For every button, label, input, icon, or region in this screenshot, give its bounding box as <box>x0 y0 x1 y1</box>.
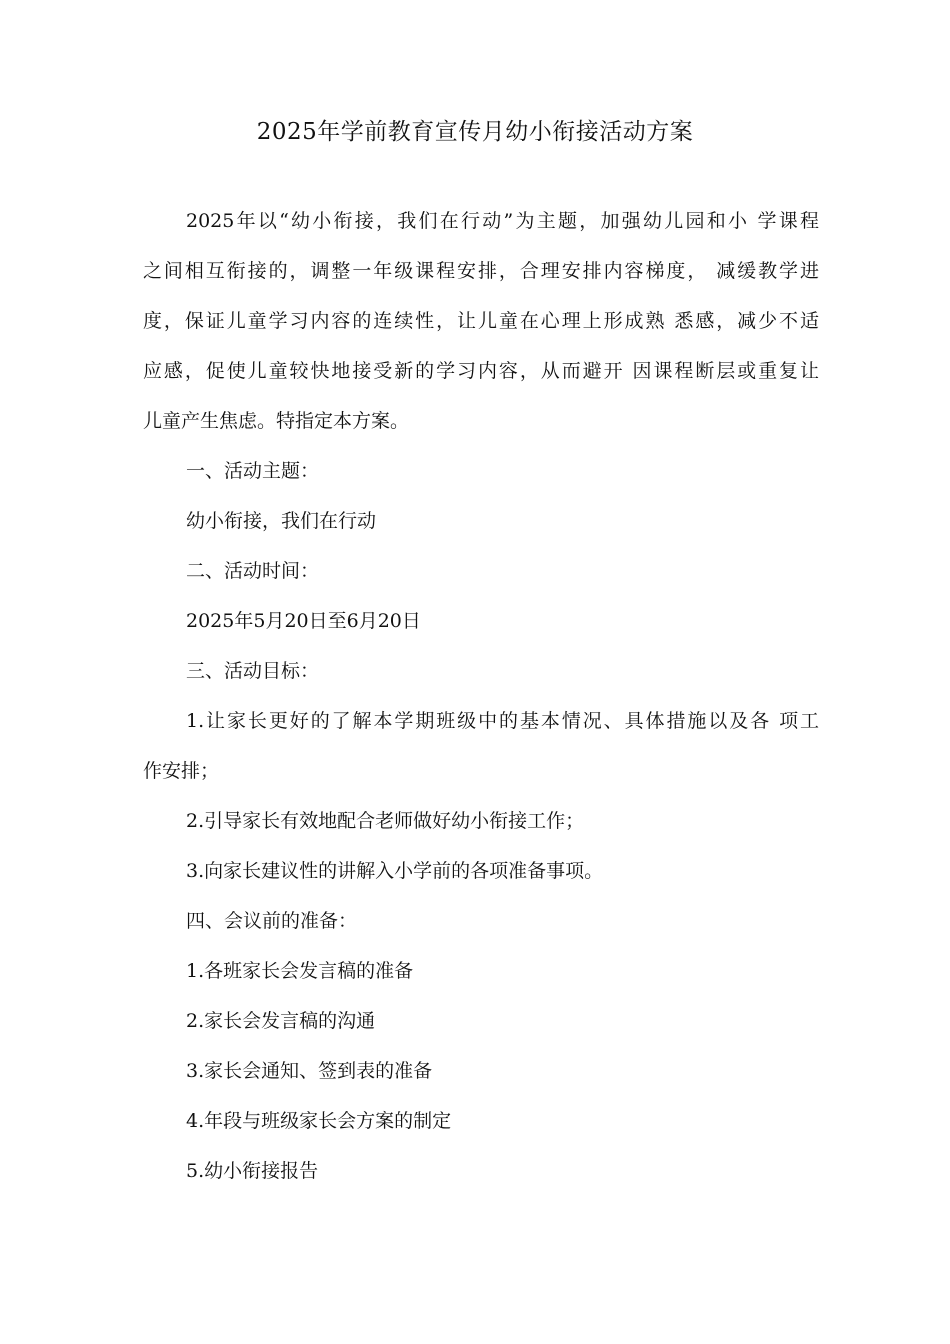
intro-paragraph <box>143 196 819 446</box>
section-heading-time: 二、活动时间： <box>186 560 320 582</box>
prep-item: 5.幼小衔接报告 <box>186 1160 319 1182</box>
section-heading-theme: 一、活动主题： <box>186 460 320 482</box>
intro-line: 儿童产生焦虑。特指定本方案。 <box>143 410 410 432</box>
section-heading-preparation: 四、会议前的准备： <box>186 910 358 932</box>
prep-item: 1.各班家长会发言稿的准备 <box>186 960 414 982</box>
section-body-theme: 幼小衔接，我们在行动 <box>186 510 377 532</box>
intro-line: 度，保证儿童学习内容的连续性，让儿童在心理上形成熟 悉感，减少不适 <box>143 310 819 332</box>
goal-item: 1.让家长更好的了解本学期班级中的基本情况、具体措施以及各 项工 <box>186 710 819 732</box>
section-list <box>143 446 819 1196</box>
goal-item: 2.引导家长有效地配合老师做好幼小衔接工作； <box>186 810 585 832</box>
prep-item: 2.家长会发言稿的沟通 <box>186 1010 376 1032</box>
section-heading-goals: 三、活动目标： <box>186 660 320 682</box>
goal-item: 3.向家长建议性的讲解入小学前的各项准备事项。 <box>186 860 604 882</box>
intro-line: 2025年以“幼小衔接，我们在行动”为主题，加强幼儿园和小 学课程 <box>186 210 819 232</box>
document-title: 2025年学前教育宣传月幼小衔接活动方案 <box>256 119 694 145</box>
intro-line: 应感，促使儿童较快地接受新的学习内容，从而避开 因课程断层或重复让 <box>143 360 819 382</box>
section-body-time: 2025年5月20日至6月20日 <box>186 610 421 632</box>
intro-line: 之间相互衔接的，调整一年级课程安排，合理安排内容梯度， 减缓教学进 <box>143 260 819 282</box>
prep-item: 4.年段与班级家长会方案的制定 <box>186 1110 452 1132</box>
goal-item-continuation: 作安排； <box>143 760 220 782</box>
prep-item: 3.家长会通知、签到表的准备 <box>186 1060 433 1082</box>
